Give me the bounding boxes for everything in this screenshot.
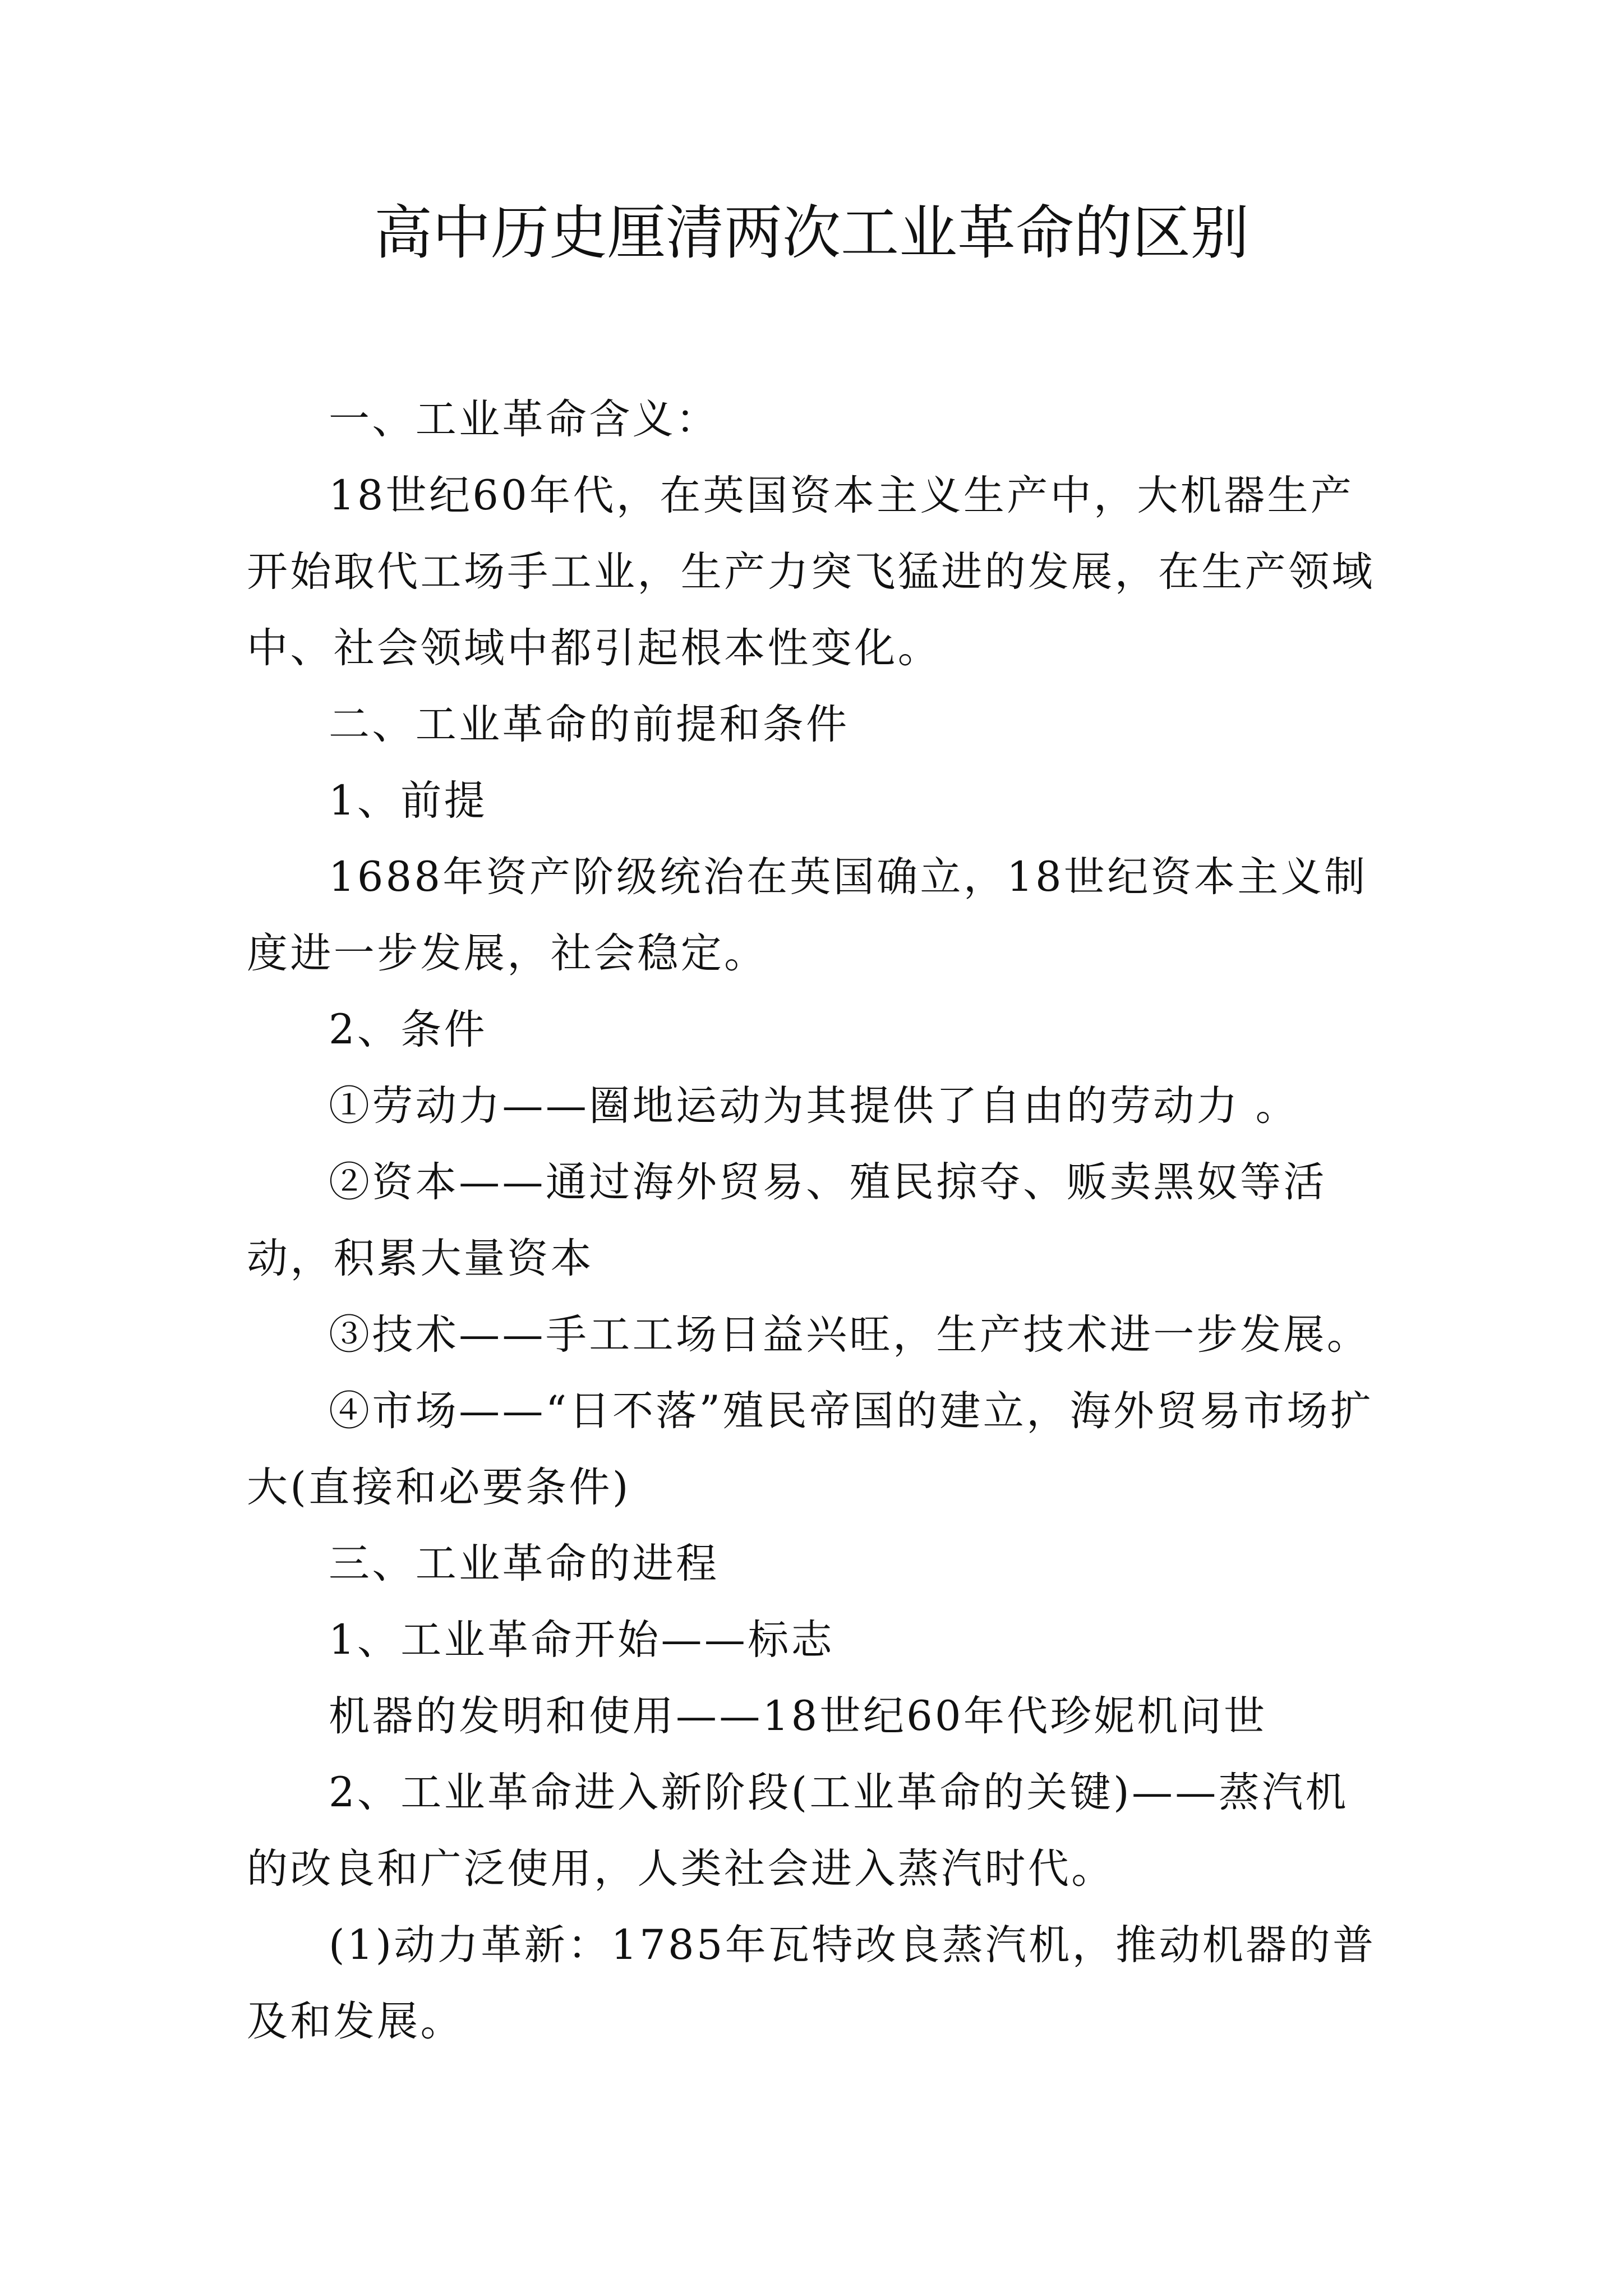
heading-definition: 一、工业革命含义： (329, 395, 720, 443)
paragraph-new-stage: 2、工业革命进入新阶段(工业革命的关键)——蒸汽机的改良和广泛使用，人类社会进入蒸汽时代。 (247, 1769, 1349, 1893)
condition-market: ④市场——“日不落”殖民帝国的建立，海外贸易市场扩大(直接和必要条件) (247, 1387, 1374, 1511)
paragraph-start: 机器的发明和使用——18世纪60年代珍妮机问世 (329, 1692, 1267, 1740)
document-title: 高中历史厘清两次工业革命的区别 (374, 199, 1249, 267)
subheading-start: 1、工业革命开始——标志 (329, 1616, 835, 1664)
condition-technology: ③技术——手工工场日益兴旺，生产技术进一步发展。 (329, 1311, 1371, 1359)
heading-preconditions: 二、工业革命的前提和条件 (329, 701, 850, 748)
paragraph-power-innovation: (1)动力革新：1785年瓦特改良蒸汽机，推动机器的普及和发展。 (247, 1921, 1376, 2045)
heading-process: 三、工业革命的进程 (329, 1540, 720, 1588)
paragraph-premise: 1688年资产阶级统治在英国确立，18世纪资本主义制度进一步发展，社会稳定。 (247, 853, 1368, 977)
condition-capital: ②资本——通过海外贸易、殖民掠夺、贩卖黑奴等活动，积累大量资本 (247, 1158, 1327, 1282)
subheading-conditions: 2、条件 (329, 1006, 487, 1053)
document-body (247, 381, 1385, 2060)
subheading-premise: 1、前提 (329, 777, 487, 825)
condition-labor: ①劳动力——圈地运动为其提供了自由的劳动力 。 (329, 1082, 1299, 1130)
paragraph-definition: 18世纪60年代，在英国资本主义生产中，大机器生产开始取代工场手工业，生产力突飞猛进的发展，在生产领域中、社会领域中都引起根本性变化。 (247, 472, 1375, 672)
